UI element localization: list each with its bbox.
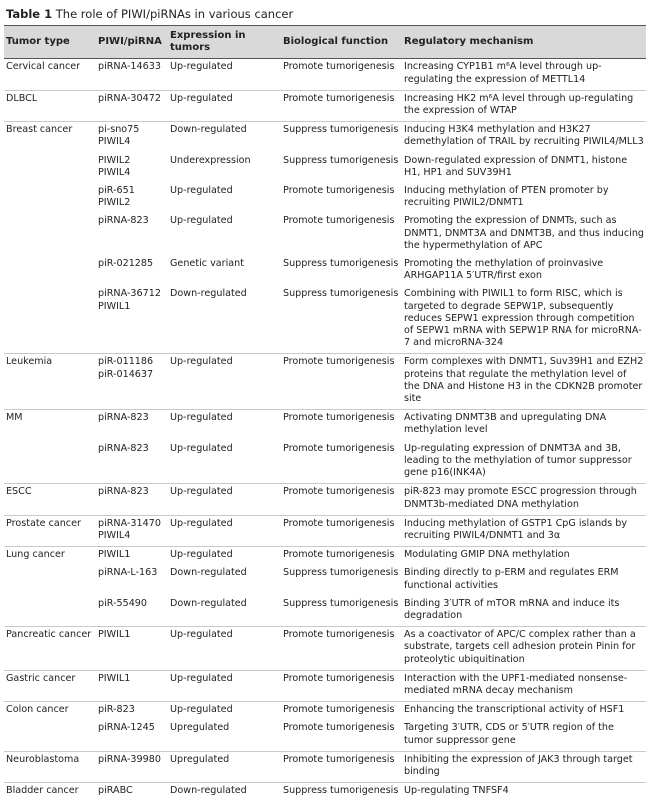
cell-biological-function: Suppress tumorigenesis [283,785,399,797]
cell-biological-function: Promote tumorigenesis [281,441,402,484]
table-row [4,153,646,183]
header-row [4,26,646,59]
cell-tumor-type [4,441,96,484]
table-row [4,751,646,782]
header-tumor-type: Tumor type [4,26,96,59]
pirna-name: piR-014637 [98,368,154,380]
cell-piwi-pirna: PIWIL1 [96,670,168,701]
cell-piwi-pirna [96,122,168,153]
cell-biological-function: Suppress tumorigenesis [283,124,399,136]
table-header [4,26,646,59]
table-row [4,59,646,90]
cell-regulatory-mechanism: Up-regulating TNFSF4 [404,785,509,797]
cell-biological-function: Promote tumorigenesis [281,484,402,515]
pirna-name: piR-011186 [98,356,154,368]
cell-biological-function: Promote tumorigenesis [283,215,395,227]
pirna-name: piRNA-31470 [98,517,161,529]
cell-regulatory-mechanism: As a coactivator of APC/C complex rather than a substrate, targets cell adhesion protein Pinin for proteolytic ubiquitination [402,627,646,671]
table-row [4,783,646,801]
cell-tumor-type: Lung cancer [6,549,65,561]
cell-piwi-pirna: piRNA-823 [96,484,168,515]
cell-regulatory-mechanism: Targeting 3′UTR, CDS or 5′UTR region of the tumor suppressor gene [402,720,646,751]
cell-tumor-type [4,286,96,354]
cell-piwi-pirna: PIWIL1 [98,549,131,561]
cell-regulatory-mechanism: Inhibiting the expression of JAK3 through target binding [402,751,646,782]
caption-title: The role of PIWI/piRNAs in various cancer [55,7,294,21]
table-row [4,256,646,286]
table-row [4,410,646,441]
cell-tumor-type [4,183,96,213]
cell-expression: Down-regulated [168,286,281,354]
cell-piwi-pirna [96,183,168,213]
cell-tumor-type: Leukemia [4,354,96,410]
cell-tumor-type: Bladder cancer [6,785,79,797]
cell-biological-function: Promote tumorigenesis [281,59,402,90]
cell-biological-function: Suppress tumorigenesis [281,596,402,627]
cell-biological-function: Promote tumorigenesis [283,704,395,716]
cell-regulatory-mechanism: Enhancing the transcriptional activity of HSF1 [404,704,625,716]
cell-regulatory-mechanism: Promoting the expression of DNMTs, such as DNMT1, DNMT3A and DNMT3B, and thus inducing the hypermethylation of APC [404,215,645,251]
cell-expression: Up-regulated [170,412,233,424]
cell-piwi-pirna: piRNA-1245 [96,720,168,751]
cell-biological-function: Promote tumorigenesis [281,354,402,410]
table-row [4,441,646,484]
cell-biological-function: Promote tumorigenesis [283,549,395,561]
cell-expression: Up-regulated [170,215,233,227]
cell-expression: Up-regulated [168,484,281,515]
cell-tumor-type [4,565,96,595]
cell-piwi-pirna: piRNA-30472 [96,90,168,121]
cell-regulatory-mechanism: Increasing CYP1B1 m⁶A level through up-regulating the expression of METTL14 [402,59,646,90]
table-row [4,90,646,121]
cell-piwi-pirna [96,354,168,410]
cell-biological-function: Suppress tumorigenesis [283,258,399,270]
table-row [4,596,646,627]
cell-expression: Up-regulated [170,549,233,561]
cell-biological-function: Promote tumorigenesis [281,90,402,121]
cell-expression: Genetic variant [170,258,244,270]
cell-tumor-type: Cervical cancer [4,59,96,90]
cell-expression: Up-regulated [168,59,281,90]
header-piwi-pirna: PIWI/piRNA [96,26,168,59]
cell-expression: Down-regulated [168,596,281,627]
cell-expression: Up-regulated [170,185,233,197]
table-body [4,59,646,801]
cell-regulatory-mechanism: Form complexes with DNMT1, Suv39H1 and EZH2 proteins that regulate the methylation level of the DNA and Histone H3 in the CDKN2B promoter site [402,354,646,410]
cell-tumor-type: Breast cancer [6,124,73,136]
cell-expression: Up-regulated [168,627,281,671]
header-regulatory-mechanism: Regulatory mechanism [402,26,646,59]
cell-piwi-pirna [96,153,168,183]
cell-biological-function: Promote tumorigenesis [281,627,402,671]
cell-expression: Underexpression [170,154,251,166]
cell-piwi-pirna: piRNA-823 [98,412,149,424]
cell-tumor-type [4,596,96,627]
cell-biological-function: Promote tumorigenesis [283,412,395,424]
table-row [4,720,646,751]
cell-biological-function: Suppress tumorigenesis [283,567,399,579]
cell-expression: Up-regulated [170,704,233,716]
cell-biological-function: Suppress tumorigenesis [283,154,399,166]
table-row [4,515,646,546]
table-row [4,547,646,566]
cell-tumor-type: ESCC [4,484,96,515]
cell-tumor-type [4,256,96,286]
cell-regulatory-mechanism: Inducing methylation of PTEN promoter by recruiting PIWIL2/DNMT1 [404,185,609,209]
cell-tumor-type: Pancreatic cancer [4,627,96,671]
cell-piwi-pirna: piRNA-39980 [96,751,168,782]
cell-piwi-pirna: piR-55490 [96,596,168,627]
cell-tumor-type: DLBCL [4,90,96,121]
cell-expression: Down-regulated [170,124,247,136]
cell-regulatory-mechanism: Binding 3′UTR of mTOR mRNA and induce its degradation [402,596,646,627]
cell-biological-function: Promote tumorigenesis [281,720,402,751]
pirna-name: PIWIL2 [98,154,131,166]
cell-regulatory-mechanism: Modulating GMIP DNA methylation [404,549,570,561]
cell-regulatory-mechanism: Inducing methylation of GSTP1 CpG islands by recruiting PIWIL4/DNMT1 and 3α [402,515,646,546]
table-row [4,354,646,410]
cell-expression: Up-regulated [168,90,281,121]
cell-piwi-pirna: piR-021285 [98,258,154,270]
pirna-name: PIWIL4 [98,166,131,178]
table-row [4,122,646,153]
cell-expression: Up-regulated [168,515,281,546]
table-row [4,702,646,721]
cell-tumor-type: Neuroblastoma [4,751,96,782]
cell-tumor-type: Prostate cancer [4,515,96,546]
cell-regulatory-mechanism: Inducing H3K4 methylation and H3K27 demethylation of TRAIL by recruiting PIWIL4/MLL3 [404,124,644,148]
cell-tumor-type [4,720,96,751]
cell-piwi-pirna [96,515,168,546]
cell-tumor-type [4,153,96,183]
cell-piwi-pirna [96,286,168,354]
cell-expression: Down-regulated [170,567,247,579]
cell-biological-function: Suppress tumorigenesis [281,286,402,354]
table-row [4,565,646,595]
cell-expression: Up-regulated [168,670,281,701]
pirna-name: piR-651 [98,185,135,197]
pirna-name: PIWIL1 [98,300,131,312]
cell-piwi-pirna: piRNA-L-163 [98,567,158,579]
cell-tumor-type [4,213,96,256]
table-row [4,670,646,701]
cell-regulatory-mechanism: Binding directly to p-ERM and regulates ERM functional activities [404,567,619,591]
cell-tumor-type: Colon cancer [6,704,69,716]
table-row [4,627,646,671]
cell-biological-function: Promote tumorigenesis [283,185,395,197]
cell-regulatory-mechanism: Increasing HK2 m⁶A level through up-regulating the expression of WTAP [402,90,646,121]
cell-piwi-pirna: piRNA-823 [98,215,149,227]
table-row [4,286,646,354]
cell-piwi-pirna: piR-823 [98,704,135,716]
cell-piwi-pirna: PIWIL1 [96,627,168,671]
header-expression: Expression in tumors [168,26,281,59]
cell-regulatory-mechanism: Activating DNMT3B and upregulating DNA methylation level [404,412,607,436]
pirna-name: PIWIL2 [98,197,131,209]
cell-expression: Upregulated [168,751,281,782]
cell-expression: Upregulated [168,720,281,751]
cell-regulatory-mechanism: Promoting the methylation of proinvasive ARHGAP11A 5′UTR/first exon [404,258,604,282]
table-caption [4,6,646,25]
header-biological-function: Biological function [281,26,402,59]
cell-biological-function: Promote tumorigenesis [281,515,402,546]
caption-label: Table 1 [6,7,53,21]
cell-tumor-type: Gastric cancer [4,670,96,701]
cell-piwi-pirna: piRNA-14633 [96,59,168,90]
cell-regulatory-mechanism: Combining with PIWIL1 to form RISC, which is targeted to degrade SEPW1P, subsequently reduces SEPW1 expression through competition of SEPW1 mRNA with SEPW1P RNA for microRNA-7 and microRNA-324 [402,286,646,354]
cell-biological-function: Promote tumorigenesis [281,670,402,701]
cell-expression: Up-regulated [168,441,281,484]
cell-regulatory-mechanism: Interaction with the UPF1-mediated nonsense-mediated mRNA decay mechanism [402,670,646,701]
cell-regulatory-mechanism: piR-823 may promote ESCC progression through DNMT3b-mediated DNA methylation [402,484,646,515]
cancer-piwi-table [4,25,646,801]
pirna-name: piRNA-36712 [98,288,161,300]
table-row [4,213,646,256]
cell-regulatory-mechanism: Down-regulated expression of DNMT1, histone H1, HP1 and SUV39H1 [404,154,628,178]
table-row [4,183,646,213]
pirna-name: PIWIL4 [98,136,131,148]
cell-expression: Down-regulated [170,785,247,797]
pirna-name: PIWIL4 [98,529,131,541]
cell-regulatory-mechanism: Up-regulating expression of DNMT3A and 3B, leading to the methylation of tumor suppressor gene p16(INK4A) [402,441,646,484]
cell-expression: Up-regulated [168,354,281,410]
cell-piwi-pirna: piRABC [98,785,133,797]
cell-biological-function: Promote tumorigenesis [281,751,402,782]
cell-tumor-type: MM [6,412,23,424]
cell-piwi-pirna: piRNA-823 [96,441,168,484]
pirna-name: pi-sno75 [98,124,140,136]
table-row [4,484,646,515]
